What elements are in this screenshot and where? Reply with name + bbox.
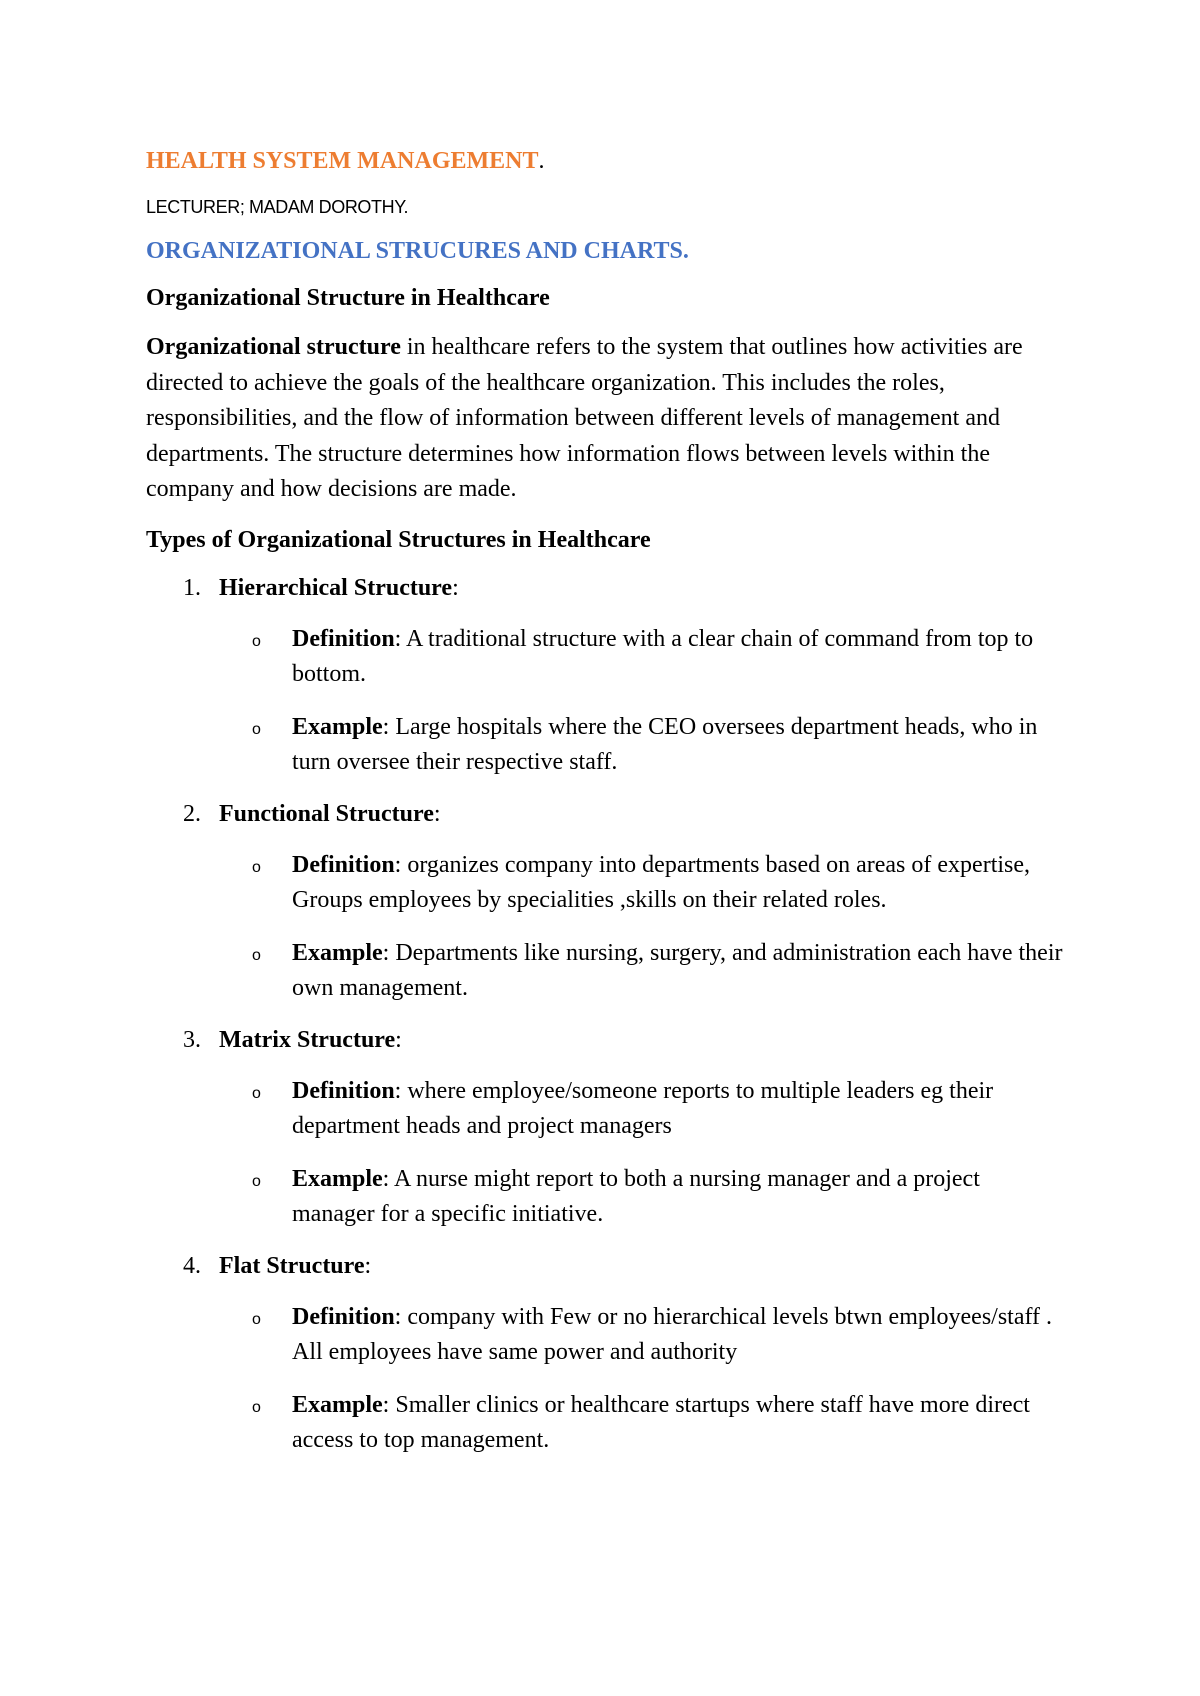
type-number: 3.: [183, 1026, 201, 1053]
type-name: Flat Structure: [219, 1252, 365, 1279]
section-title: ORGANIZATIONAL STRUCURES AND CHARTS.: [146, 238, 689, 264]
bullet-circle-icon: o: [252, 1172, 261, 1190]
type-colon: :: [364, 1252, 372, 1279]
intro-paragraph: [146, 330, 1066, 508]
definition-bullet: [146, 622, 1066, 693]
bullet-text: : Large hospitals where the CEO oversees department heads, who in turn oversee their respective staff.: [292, 713, 1038, 775]
example-bullet: [146, 710, 1066, 781]
bullet-text: : Departments like nursing, surgery, and administration each have their own management.: [292, 939, 1063, 1001]
course-title-period: .: [538, 148, 545, 174]
types-list: [146, 572, 1066, 1459]
bullet-circle-icon: o: [252, 1084, 261, 1102]
type-number: 4.: [183, 1252, 201, 1279]
type-number: 1.: [183, 574, 201, 601]
bullet-label: Example: [292, 713, 383, 740]
types-heading: Types of Organizational Structures in Healthcare: [146, 526, 651, 553]
type-colon: :: [395, 1026, 402, 1053]
bullet-text: : A traditional structure with a clear chain of command from top to bottom.: [292, 625, 1034, 687]
bullet-text: : A nurse might report to both a nursing manager and a project manager for a specific initiative.: [292, 1165, 980, 1227]
type-colon: :: [433, 800, 441, 827]
definition-bullet: [146, 848, 1066, 919]
type-bullets: [146, 1300, 1066, 1459]
bullet-label: Definition: [292, 1077, 395, 1104]
bullet-circle-icon: o: [252, 720, 261, 738]
type-colon: :: [452, 574, 459, 601]
bullet-label: Example: [292, 939, 383, 966]
example-bullet: [146, 1162, 1066, 1233]
intro-term: Organizational structure: [146, 334, 401, 360]
definition-bullet: [146, 1074, 1066, 1145]
type-heading: [146, 1024, 1066, 1057]
bullet-text: : Smaller clinics or healthcare startups where staff have more direct access to top management.: [292, 1391, 1030, 1453]
example-bullet: [146, 1388, 1066, 1459]
type-name: Functional Structure: [219, 800, 434, 827]
type-item: [146, 1250, 1066, 1459]
type-bullets: [146, 848, 1066, 1007]
intro-definition: in healthcare refers to the system that outlines how activities are directed to achieve the goals of the healthcare organization. This includes the roles, responsibilities, and the flow of information between different levels of management and departments. The structure determines how information flows between levels within the company and how decisions are made.: [146, 334, 1023, 502]
course-title: [146, 146, 1066, 176]
type-heading: [146, 572, 1066, 605]
type-bullets: [146, 1074, 1066, 1233]
bullet-text: : organizes company into departments based on areas of expertise, Groups employees by specialities ,skills on their related roles.: [292, 851, 1031, 913]
bullet-label: Example: [292, 1165, 383, 1192]
bullet-circle-icon: o: [252, 632, 261, 650]
bullet-label: Example: [292, 1391, 383, 1418]
intro-heading: Organizational Structure in Healthcare: [146, 285, 550, 311]
type-heading: [146, 798, 1066, 831]
lecturer-line: LECTURER; MADAM DOROTHY.: [146, 197, 409, 217]
bullet-text: : company with Few or no hierarchical levels btwn employees/staff . All employees have same power and authority: [292, 1303, 1053, 1365]
type-heading: [146, 1250, 1066, 1283]
type-item: [146, 572, 1066, 781]
type-name: Matrix Structure: [219, 1026, 396, 1053]
document-body: [146, 146, 1066, 1476]
bullet-circle-icon: o: [252, 858, 261, 876]
bullet-circle-icon: o: [252, 1310, 261, 1328]
bullet-label: Definition: [292, 625, 395, 652]
course-title-text: HEALTH SYSTEM MANAGEMENT: [146, 148, 539, 174]
type-number: 2.: [183, 800, 201, 827]
bullet-label: Definition: [292, 1303, 395, 1330]
bullet-label: Definition: [292, 851, 395, 878]
bullet-text: : where employee/someone reports to multiple leaders eg their department heads and project managers: [292, 1077, 994, 1139]
type-bullets: [146, 622, 1066, 781]
example-bullet: [146, 936, 1066, 1007]
bullet-circle-icon: o: [252, 946, 261, 964]
type-item: [146, 1024, 1066, 1233]
bullet-circle-icon: o: [252, 1398, 261, 1416]
definition-bullet: [146, 1300, 1066, 1371]
type-item: [146, 798, 1066, 1007]
type-name: Hierarchical Structure: [219, 574, 453, 601]
